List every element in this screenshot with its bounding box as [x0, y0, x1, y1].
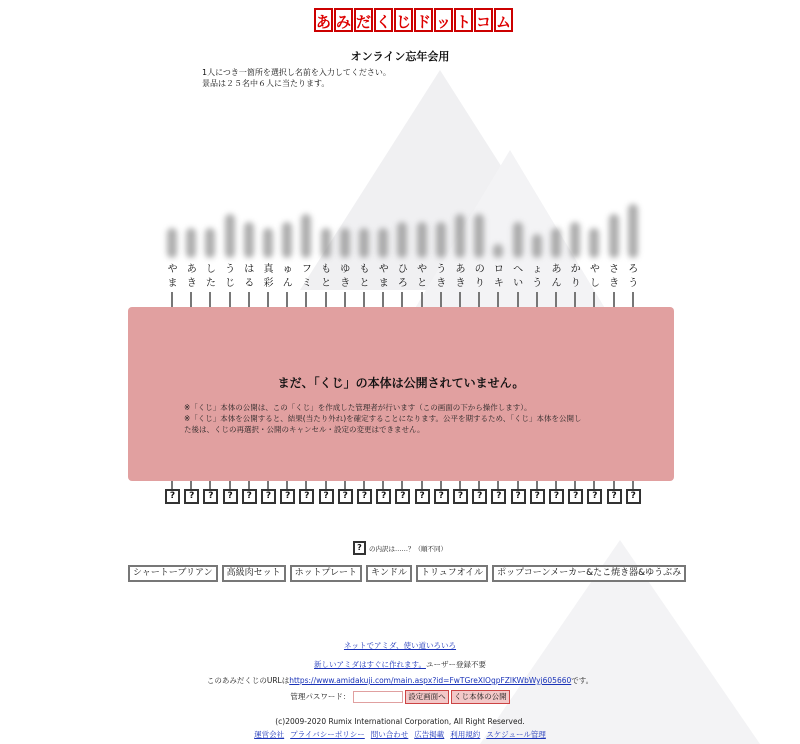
question-box-icon: ? — [568, 489, 583, 504]
result-column — [432, 481, 451, 513]
footer-links — [0, 729, 800, 740]
admin-password-input[interactable] — [353, 691, 403, 703]
question-box-icon: ? — [549, 489, 564, 504]
question-box-icon: ? — [299, 489, 314, 504]
notice-notes — [184, 402, 644, 435]
ladder-line — [421, 481, 423, 489]
result-column — [413, 481, 432, 513]
participant-column[interactable] — [240, 150, 259, 310]
blurred-name — [282, 222, 292, 258]
name-char: や — [417, 264, 428, 275]
name-char: り — [474, 278, 485, 289]
name-char: や — [378, 264, 389, 275]
result-column — [182, 481, 201, 513]
logo-char: だ — [354, 8, 373, 32]
ladder-line — [267, 481, 269, 489]
result-column — [240, 481, 259, 513]
name-char: し — [205, 264, 216, 275]
name-char: う — [532, 278, 543, 289]
name-char: さ — [609, 264, 620, 275]
admin-row — [0, 690, 800, 704]
result-column — [297, 481, 316, 513]
logo-char: あ — [314, 8, 333, 32]
name-char: る — [244, 278, 255, 289]
participant-column[interactable] — [605, 150, 624, 310]
notice-line: ※「くじ」本体の公開は、この「くじ」を作成した管理者が行います（この画面の下から操作します）。 — [184, 403, 532, 412]
blurred-name — [417, 222, 427, 258]
name-char: き — [609, 278, 620, 289]
footer-link[interactable]: スケジュール管理 — [486, 730, 546, 739]
ladder-line — [632, 481, 634, 489]
blurred-name — [225, 214, 235, 258]
footer-link[interactable]: 広告掲載 — [414, 730, 445, 739]
name-char: と — [321, 278, 332, 289]
footer-link[interactable]: 問い合わせ — [370, 730, 409, 739]
question-box-icon: ? — [203, 489, 218, 504]
name-char: も — [359, 264, 370, 275]
result-column — [547, 481, 566, 513]
result-column — [528, 481, 547, 513]
question-box-icon: ? — [261, 489, 276, 504]
result-column — [585, 481, 604, 513]
footer-link[interactable]: プライバシーポリシー — [290, 730, 365, 739]
blurred-name — [455, 214, 465, 258]
ladder-line — [613, 481, 615, 489]
blurred-name — [628, 204, 638, 258]
ladder-line — [382, 481, 384, 489]
prize-item: トリュフオイル — [416, 565, 488, 582]
name-char: ゆ — [340, 264, 351, 275]
question-box-icon: ? — [511, 489, 526, 504]
publish-button[interactable]: くじ本体の公開 — [451, 690, 510, 704]
logo-char: ト — [454, 8, 473, 32]
password-label: 管理パスワード： — [290, 692, 351, 701]
prize-item: ポップコーンメーカー&たこ焼き器&ゆうぶみ — [492, 565, 686, 582]
name-char: や — [589, 264, 600, 275]
prize-item: キンドル — [366, 565, 412, 582]
result-column — [470, 481, 489, 513]
ladder-line — [171, 481, 173, 489]
result-column — [566, 481, 585, 513]
ladder-line — [478, 481, 480, 489]
logo-char: ム — [494, 8, 513, 32]
ladder-line — [325, 481, 327, 489]
name-char: ょ — [532, 264, 543, 275]
question-box-icon: ? — [491, 489, 506, 504]
participant-column[interactable] — [489, 150, 508, 310]
name-char: し — [589, 278, 600, 289]
name-char: ろ — [628, 264, 639, 275]
name-char: ん — [282, 278, 293, 289]
name-char: う — [628, 278, 639, 289]
logo-char: じ — [394, 8, 413, 32]
ladder-line — [209, 481, 211, 489]
blurred-name — [474, 214, 484, 258]
question-box-icon: ? — [353, 541, 366, 555]
blurred-name — [340, 228, 350, 258]
name-char: と — [417, 278, 428, 289]
participant-column[interactable] — [278, 150, 297, 310]
participant-column[interactable] — [201, 150, 220, 310]
question-box-icon: ? — [319, 489, 334, 504]
name-char: ん — [551, 278, 562, 289]
participant-columns — [163, 150, 643, 310]
question-box-icon: ? — [242, 489, 257, 504]
blurred-name — [244, 222, 254, 258]
result-column — [336, 481, 355, 513]
result-column — [451, 481, 470, 513]
blurred-name — [321, 228, 331, 258]
question-box-icon: ? — [357, 489, 372, 504]
blurred-name — [570, 222, 580, 258]
settings-button[interactable]: 設定画面へ — [405, 690, 449, 704]
no-registration-text: ユーザー登録不要 — [425, 660, 486, 669]
ladder-line — [574, 481, 576, 489]
blurred-name — [532, 234, 542, 258]
name-char: じ — [225, 278, 236, 289]
prize-list — [128, 565, 686, 582]
logo-char: み — [334, 8, 353, 32]
notice-line: た後は、くじの再選択・公開のキャンセル・設定の変更はできません。 — [184, 425, 425, 434]
name-char: ミ — [301, 278, 312, 289]
copyright: (c)2009-2020 Rumix International Corporation, All Right Reserved. — [275, 717, 525, 726]
participant-column[interactable] — [374, 150, 393, 310]
ladder-line — [497, 481, 499, 489]
blurred-name — [493, 244, 503, 258]
name-char: き — [340, 278, 351, 289]
name-char: ゅ — [282, 264, 293, 275]
url-row — [0, 675, 800, 686]
prize-item: シャートーブリアン — [128, 565, 218, 582]
blurred-name — [359, 228, 369, 258]
question-box-icon: ? — [626, 489, 641, 504]
participant-column[interactable] — [624, 150, 643, 310]
blurred-name — [301, 214, 311, 258]
footer-link[interactable]: 利用規約 — [450, 730, 481, 739]
question-box-icon: ? — [415, 489, 430, 504]
blurred-name — [186, 228, 196, 258]
name-char: あ — [455, 264, 466, 275]
ladder-line — [248, 481, 250, 489]
name-char: ひ — [397, 264, 408, 275]
question-box-icon: ? — [223, 489, 238, 504]
name-char: あ — [551, 264, 562, 275]
intro-text — [202, 67, 391, 89]
question-box-icon: ? — [184, 489, 199, 504]
name-char: き — [186, 278, 197, 289]
participant-column[interactable] — [509, 150, 528, 310]
name-char: へ — [513, 264, 524, 275]
question-box-icon: ? — [587, 489, 602, 504]
result-column — [605, 481, 624, 513]
name-char: 真 — [263, 264, 274, 275]
question-box-icon: ? — [434, 489, 449, 504]
participant-column[interactable] — [432, 150, 451, 310]
intro-line: 景品は２５名中６人に当たります。 — [202, 79, 330, 88]
name-char: う — [436, 264, 447, 275]
participant-column[interactable] — [470, 150, 489, 310]
ladder-line — [555, 481, 557, 489]
name-char: き — [436, 278, 447, 289]
name-char: う — [225, 264, 236, 275]
name-char: か — [570, 264, 581, 275]
site-logo[interactable] — [314, 8, 513, 32]
participant-column[interactable] — [585, 150, 604, 310]
logo-char: く — [374, 8, 393, 32]
question-box-icon: ? — [472, 489, 487, 504]
new-amida-link[interactable]: 新しいアミダはすぐに作れます。 — [314, 660, 426, 669]
hidden-result-boxes — [163, 481, 643, 513]
name-char: い — [513, 278, 524, 289]
new-amida-row — [0, 659, 800, 670]
result-column — [509, 481, 528, 513]
blurred-name — [378, 228, 388, 258]
participant-column[interactable] — [297, 150, 316, 310]
blurred-name — [609, 214, 619, 258]
participant-column[interactable] — [259, 150, 278, 310]
name-char: は — [244, 264, 255, 275]
participant-column[interactable] — [317, 150, 336, 310]
name-char: フ — [301, 264, 312, 275]
participant-column[interactable] — [566, 150, 585, 310]
ladder-line — [229, 481, 231, 489]
ladder-line — [190, 481, 192, 489]
logo-char: ッ — [434, 8, 453, 32]
name-char: ろ — [397, 278, 408, 289]
url-suffix: です。 — [571, 676, 594, 685]
event-title: オンライン忘年会用 — [350, 50, 450, 63]
ladder-line — [517, 481, 519, 489]
result-column — [624, 481, 643, 513]
question-box-icon: ? — [376, 489, 391, 504]
question-box-icon: ? — [395, 489, 410, 504]
result-column — [221, 481, 240, 513]
prize-item: 高級肉セット — [222, 565, 286, 582]
blurred-name — [205, 228, 215, 258]
question-box-icon: ? — [165, 489, 180, 504]
blurred-name — [263, 228, 273, 258]
question-box-icon: ? — [338, 489, 353, 504]
ladder-line — [440, 481, 442, 489]
notice-line: ※「くじ」本体を公開すると、結果(当たり外れ)を確定することになります。公平を期するため、「くじ」本体を公開し — [184, 414, 582, 423]
result-column — [163, 481, 182, 513]
participant-column[interactable] — [163, 150, 182, 310]
blurred-name — [589, 228, 599, 258]
participant-column[interactable] — [336, 150, 355, 310]
result-column — [317, 481, 336, 513]
result-column — [489, 481, 508, 513]
question-box-icon: ? — [280, 489, 295, 504]
blurred-name — [513, 222, 523, 258]
name-char: あ — [186, 264, 197, 275]
participant-column[interactable] — [547, 150, 566, 310]
name-char: ま — [378, 278, 389, 289]
name-char: き — [455, 278, 466, 289]
url-prefix: このあみだくじのURLは — [206, 676, 290, 685]
result-column — [374, 481, 393, 513]
name-char: と — [359, 278, 370, 289]
name-char: キ — [493, 278, 504, 289]
blurred-name — [551, 228, 561, 258]
result-column — [259, 481, 278, 513]
notice-heading: まだ、「くじ」の本体は公開されていません。 — [277, 376, 525, 390]
ladder-line — [459, 481, 461, 489]
unpublished-notice — [128, 307, 674, 481]
legend-text: の内訳は……？（順不同） — [369, 544, 447, 553]
participant-column[interactable] — [355, 150, 374, 310]
name-char: や — [167, 264, 178, 275]
question-box-icon: ? — [607, 489, 622, 504]
question-box-icon: ? — [453, 489, 468, 504]
participant-column[interactable] — [528, 150, 547, 310]
participant-column[interactable] — [413, 150, 432, 310]
result-column — [201, 481, 220, 513]
ladder-line — [286, 481, 288, 489]
guide-link[interactable]: ネットでアミダ、使い道いろいろ — [343, 641, 457, 650]
participant-column[interactable] — [182, 150, 201, 310]
name-char: ロ — [493, 264, 504, 275]
prize-legend — [353, 541, 447, 555]
blurred-name — [436, 222, 446, 258]
blurred-name — [167, 228, 177, 258]
ladder-line — [363, 481, 365, 489]
blurred-name — [397, 222, 407, 258]
ladder-line — [401, 481, 403, 489]
result-column — [355, 481, 374, 513]
name-char: も — [321, 264, 332, 275]
ladder-line — [593, 481, 595, 489]
result-column — [393, 481, 412, 513]
name-char: の — [474, 264, 485, 275]
guide-row — [0, 640, 800, 651]
name-char: ま — [167, 278, 178, 289]
logo-char: コ — [474, 8, 493, 32]
name-char: た — [205, 278, 216, 289]
participant-column[interactable] — [451, 150, 470, 310]
logo-char: ド — [414, 8, 433, 32]
ladder-line — [344, 481, 346, 489]
name-char: り — [570, 278, 581, 289]
participant-column[interactable] — [221, 150, 240, 310]
page-url-link[interactable]: https://www.amidakuji.com/main.aspx?id=FwTGreXlOgpFZlKWbWyj605660 — [289, 676, 572, 685]
name-char: 彩 — [263, 278, 274, 289]
participant-column[interactable] — [393, 150, 412, 310]
ladder-line — [536, 481, 538, 489]
question-box-icon: ? — [530, 489, 545, 504]
footer-link[interactable]: 運営会社 — [254, 730, 285, 739]
prize-item: ホットプレート — [290, 565, 362, 582]
ladder-line — [305, 481, 307, 489]
result-column — [278, 481, 297, 513]
intro-line: 1人につき一箇所を選択し名前を入力してください。 — [202, 68, 391, 77]
